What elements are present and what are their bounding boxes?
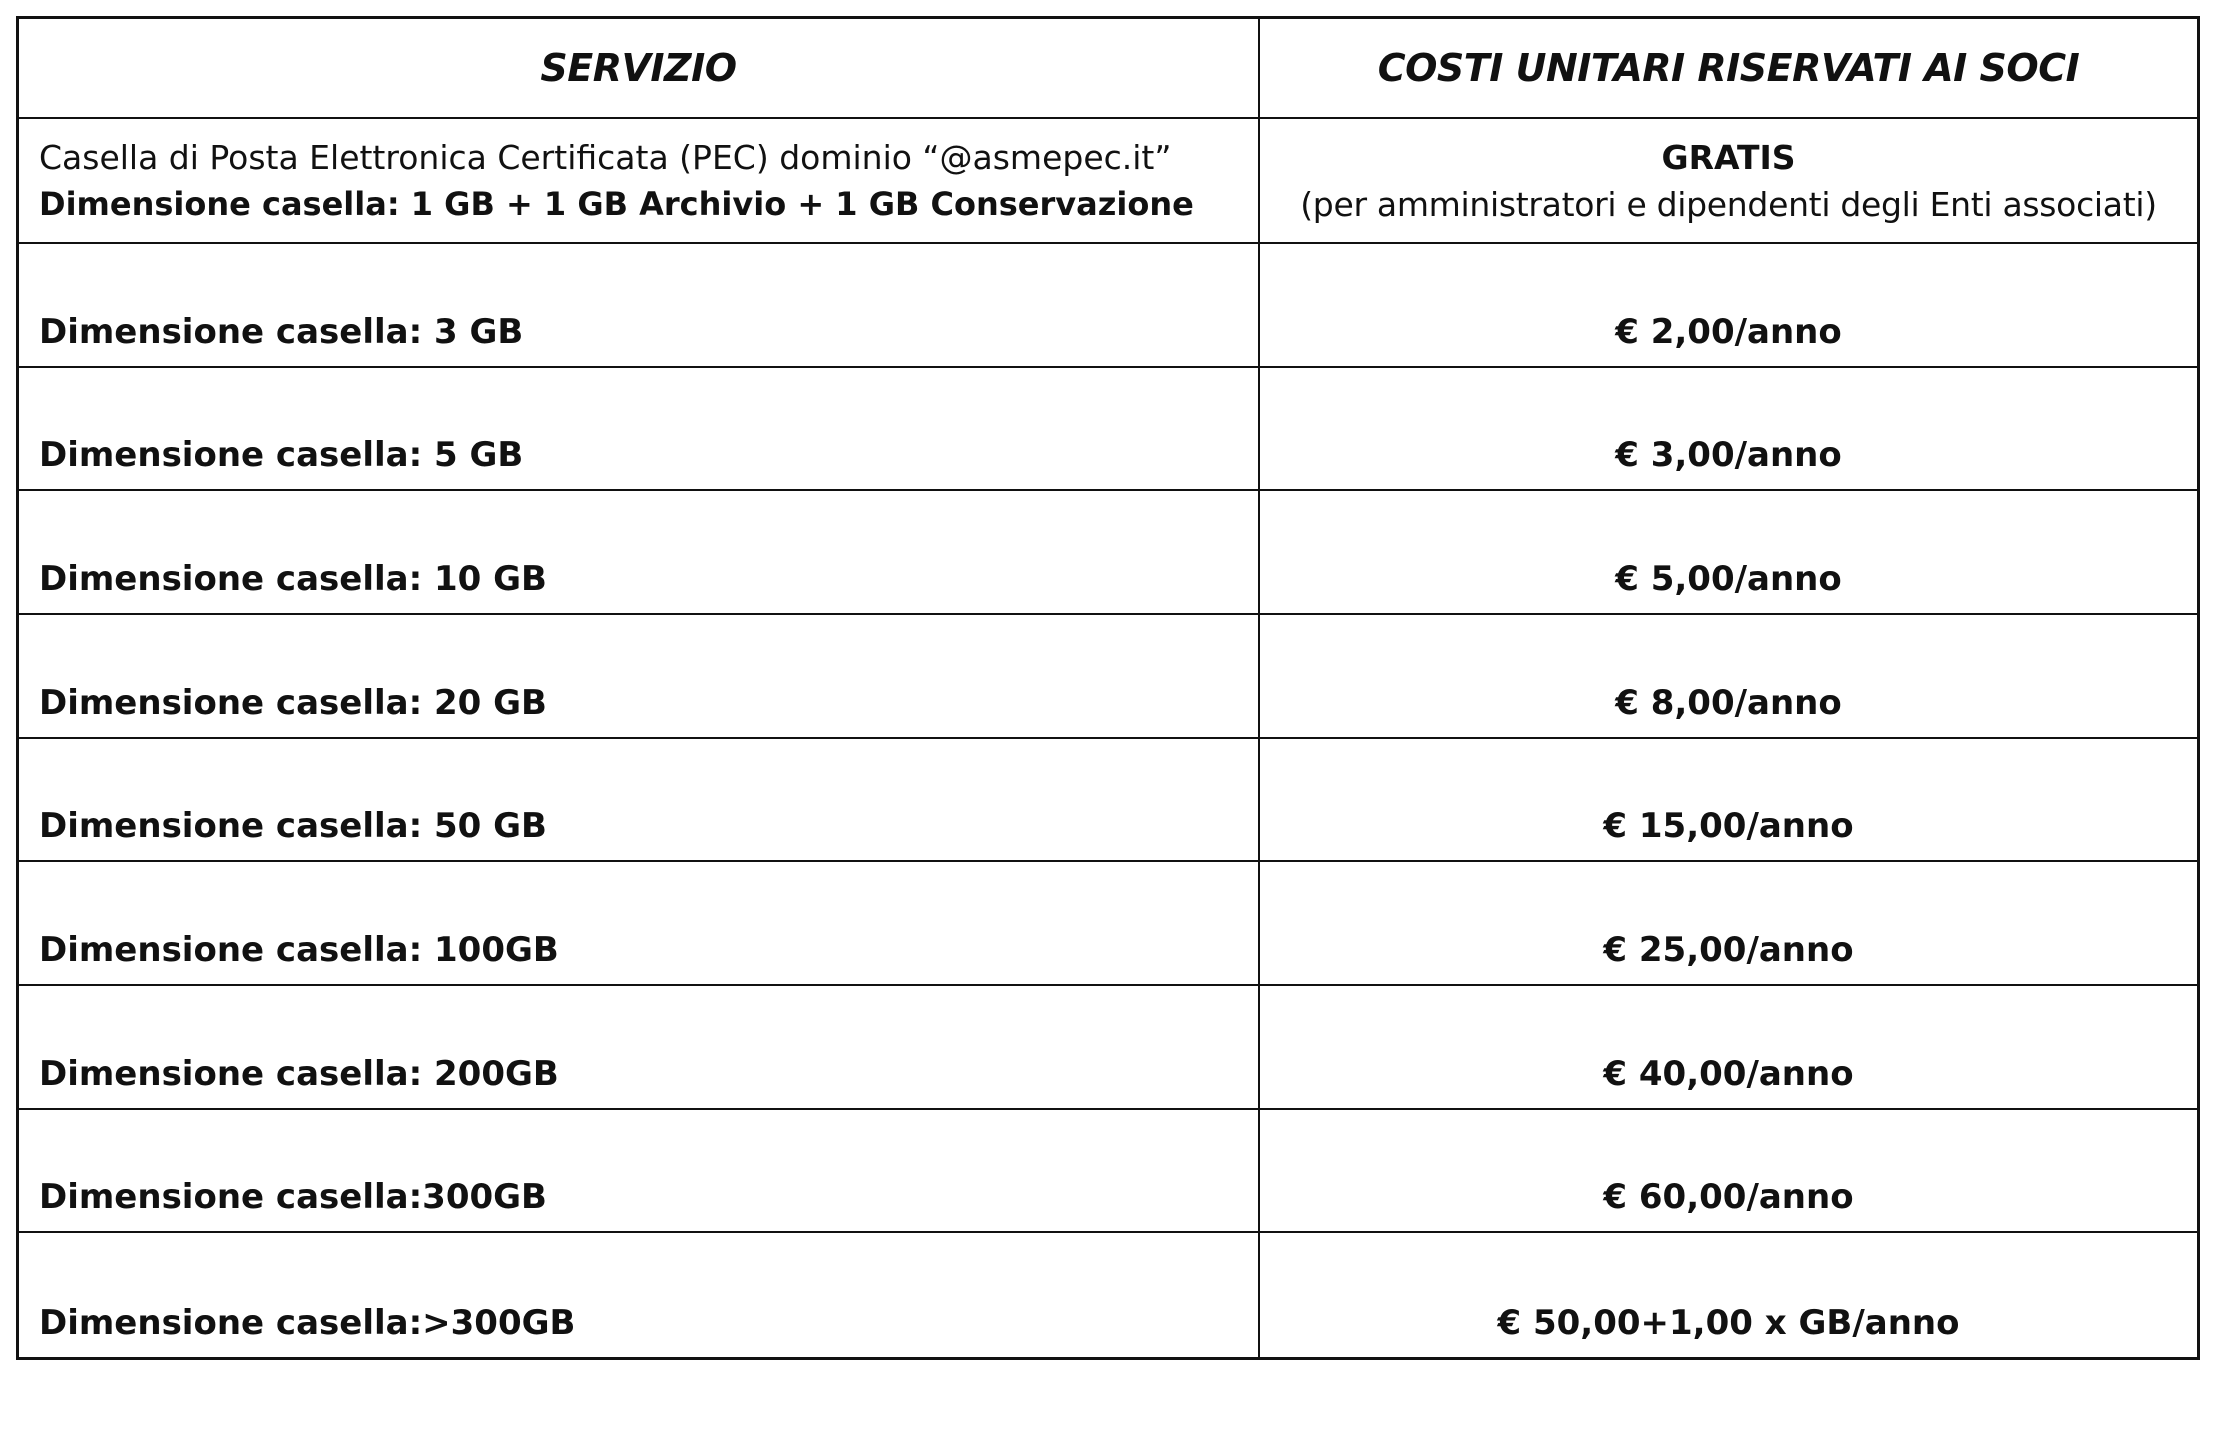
table-row-price [1260,1110,2197,1234]
table-row-size [19,739,1260,863]
table-row-size [19,244,1260,368]
table-row-size [19,862,1260,986]
header-service [19,19,1260,119]
pec-description: Casella di Posta Elettronica Certificata (PEC) dominio “@asmepec.it” [39,138,1172,177]
table-row-price [1260,491,2197,615]
size-label: Dimensione casella: 100GB [39,929,559,970]
table-row-price [1260,368,2197,492]
price-label: € 50,00+1,00 x GB/anno [1497,1302,1960,1343]
pec-cost-gratis: GRATIS [1661,137,1796,177]
table-row-size [19,491,1260,615]
size-label: Dimensione casella: 20 GB [39,682,547,723]
size-label: Dimensione casella: 5 GB [39,435,524,476]
pec-service-cell [19,119,1260,244]
table-row-price [1260,739,2197,863]
table-row-price [1260,615,2197,739]
pec-cost-note: (per amministratori e dipendenti degli Enti associati) [1300,184,2157,224]
size-label: Dimensione casella: 3 GB [39,311,524,352]
price-label: € 8,00/anno [1615,682,1842,723]
size-label: Dimensione casella: 50 GB [39,806,547,847]
pricing-table [16,16,2200,1360]
table-row-price [1260,244,2197,368]
price-label: € 3,00/anno [1615,435,1842,476]
table-row-price [1260,986,2197,1110]
size-label: Dimensione casella: 10 GB [39,558,547,599]
header-cost [1260,19,2197,119]
price-label: € 40,00/anno [1603,1053,1854,1094]
table-row-price [1260,862,2197,986]
price-label: € 15,00/anno [1603,806,1854,847]
table-row-size [19,368,1260,492]
size-label: Dimensione casella:300GB [39,1177,547,1218]
table-row-size [19,986,1260,1110]
price-label: € 2,00/anno [1615,311,1842,352]
price-label: € 25,00/anno [1603,929,1854,970]
table-row-size [19,1110,1260,1234]
header-service-label: SERVIZIO [540,46,737,90]
price-label: € 60,00/anno [1603,1177,1854,1218]
size-label: Dimensione casella: 200GB [39,1053,559,1094]
size-label: Dimensione casella:>300GB [39,1302,576,1343]
header-cost-label: COSTI UNITARI RISERVATI AI SOCI [1377,46,2080,90]
table-row-size [19,1233,1260,1357]
pec-cost-cell [1260,119,2197,244]
pec-size: Dimensione casella: 1 GB + 1 GB Archivio + 1 GB Conservazione [39,185,1194,223]
price-label: € 5,00/anno [1615,558,1842,599]
table-row-size [19,615,1260,739]
table-row-price [1260,1233,2197,1357]
